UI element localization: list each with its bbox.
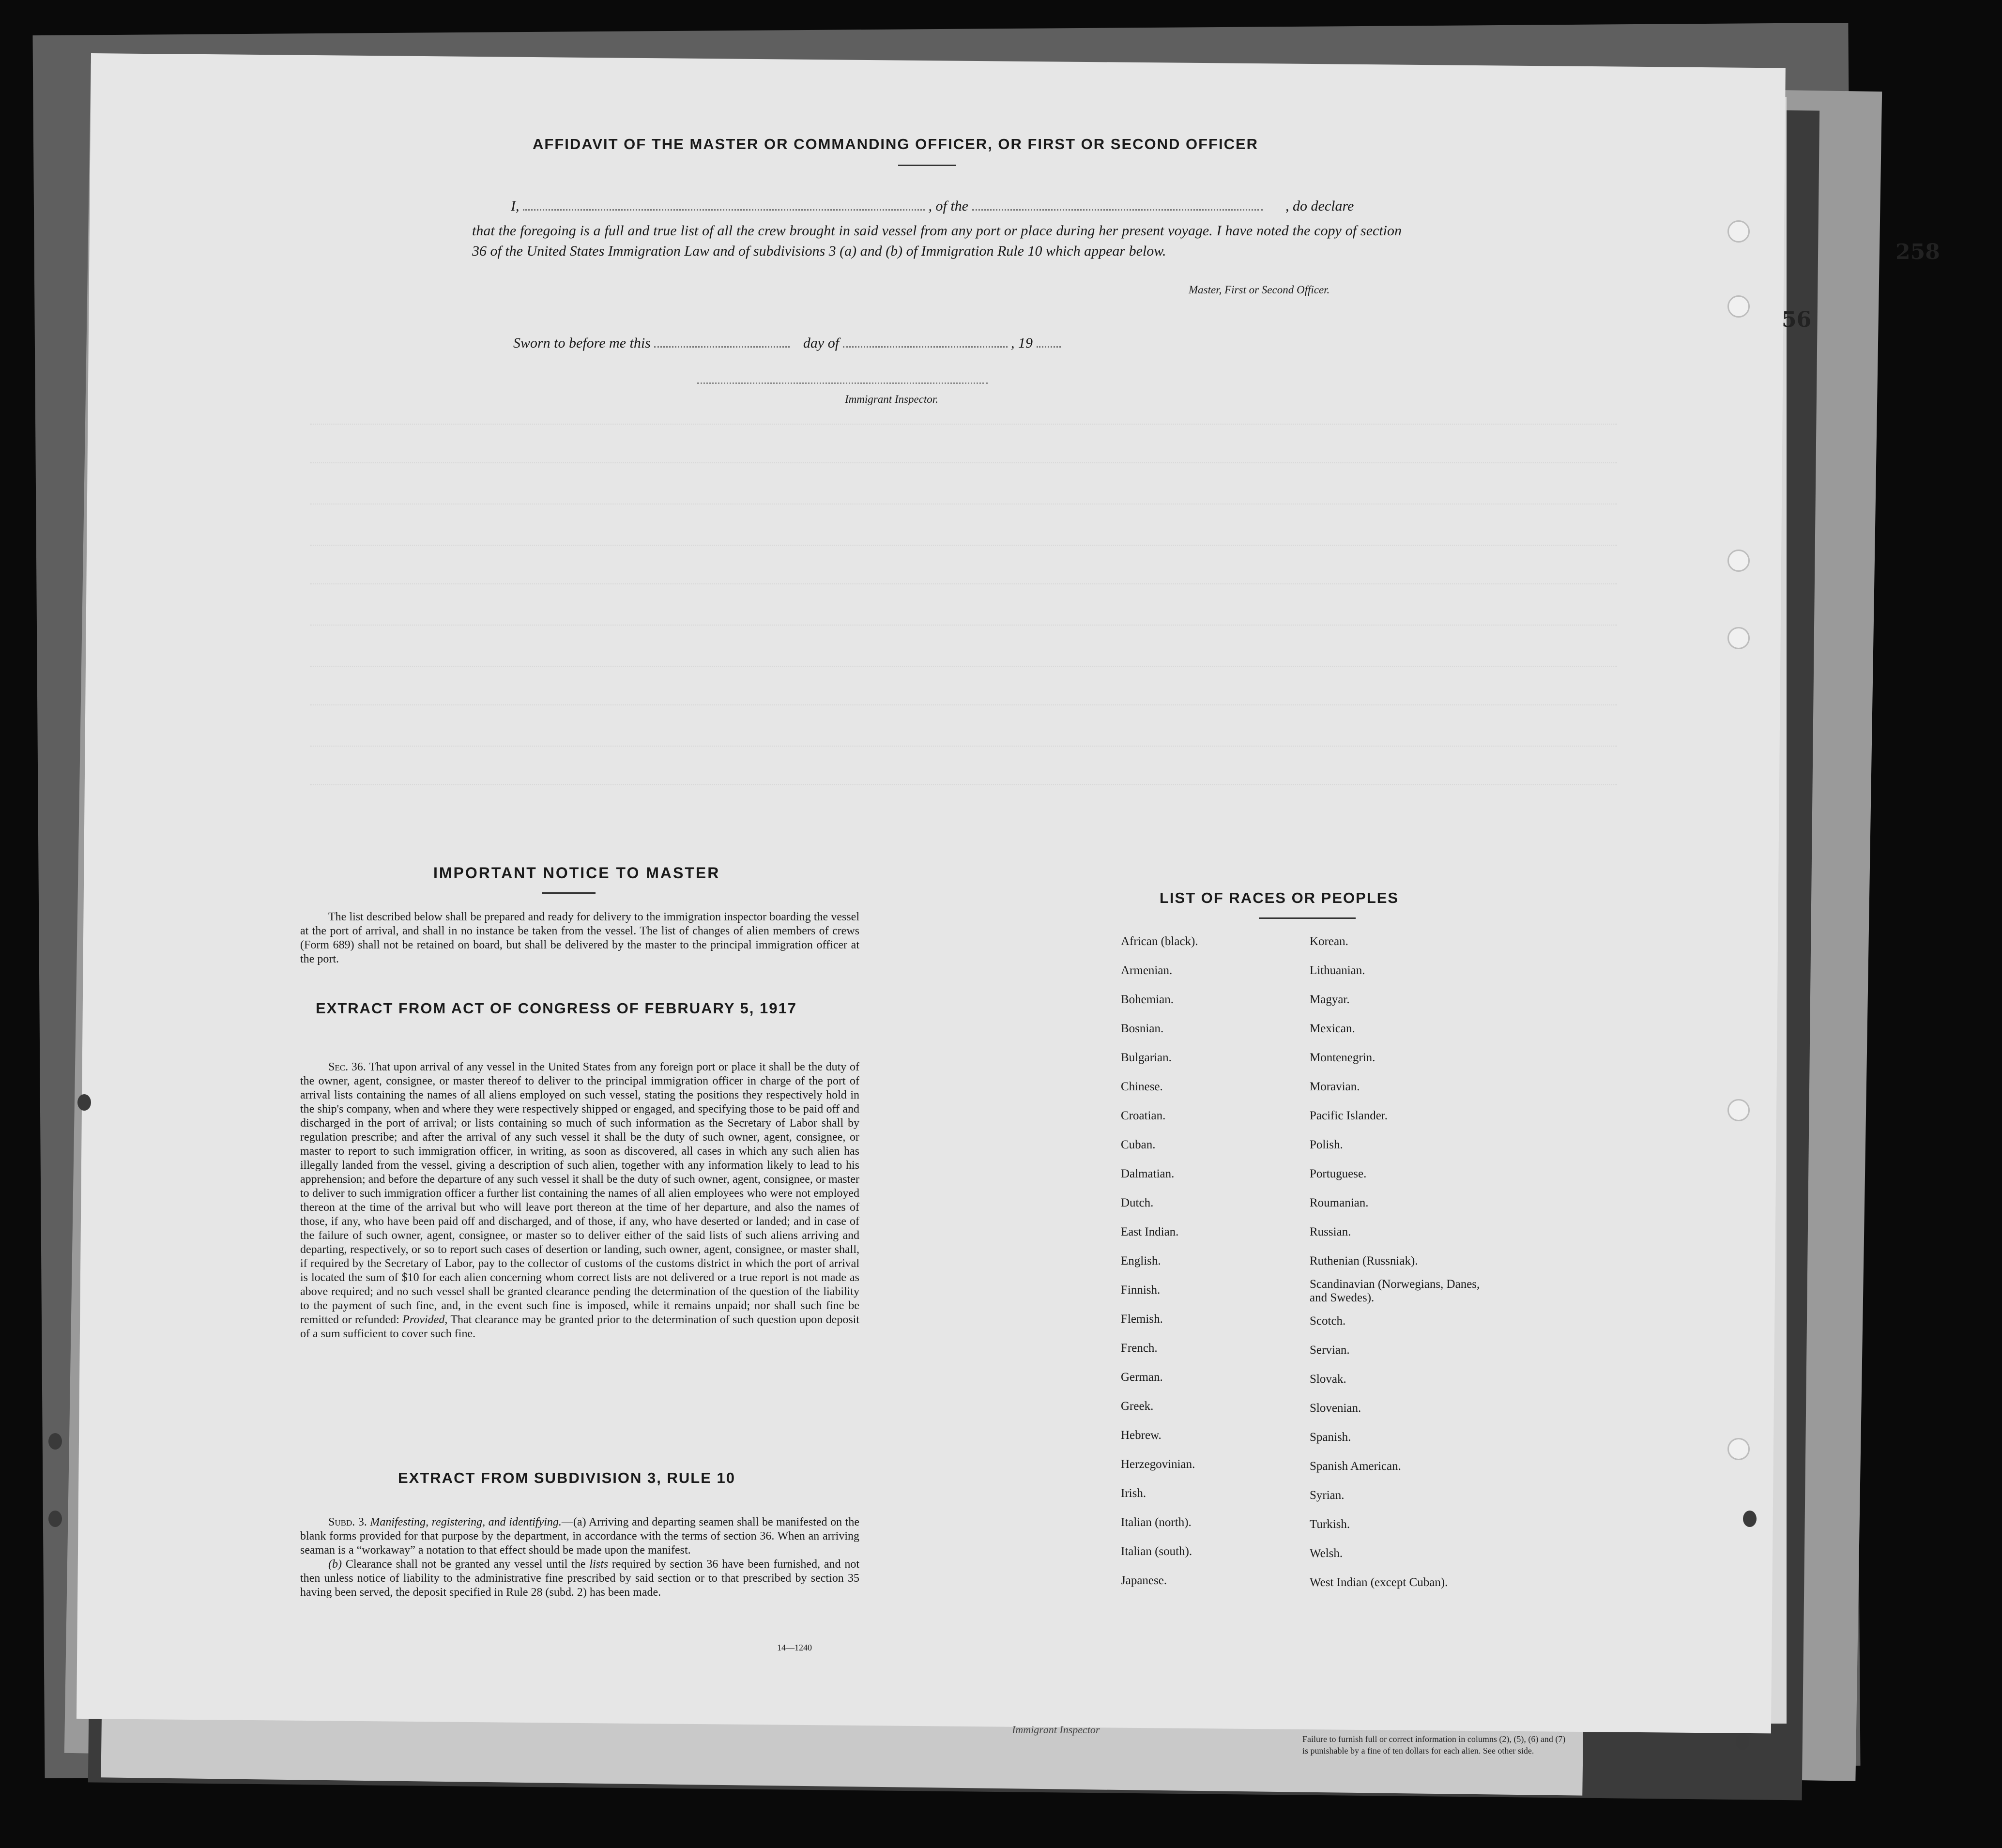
races-right-column: [1310, 927, 1494, 1597]
race-item: West Indian (except Cuban).: [1310, 1576, 1448, 1589]
notice-title: IMPORTANT NOTICE TO MASTER: [433, 864, 720, 882]
part-b-label: (b): [328, 1558, 342, 1571]
race-item: Russian.: [1310, 1225, 1351, 1238]
race-item: Scotch.: [1310, 1314, 1346, 1328]
race-item: Bohemian.: [1121, 993, 1174, 1006]
title-rule: [1259, 917, 1356, 919]
race-item: Pacific Islander.: [1310, 1109, 1388, 1122]
race-item: German.: [1121, 1371, 1163, 1384]
race-item: Japanese.: [1121, 1574, 1167, 1587]
sworn-day-text: day of: [803, 335, 840, 351]
subdivision-label: Subd. 3.: [328, 1516, 367, 1528]
part-b-text-2: required by section 36 have been furnished, and not then unless notice of liability to the administrative fine prescribed by said section or to that prescribed by section 35 having been served, the deposit specified in Rule 28 (subd. 2) has been made.: [300, 1558, 860, 1599]
part-a-text: Arriving and departing seamen shall be manifested on the blank forms provided for that purpose by the department, in accordance with the terms of section 36. When an arriving seaman is a “workaway” a notation to that effect should be made upon the manifest.: [300, 1516, 859, 1557]
race-item: Portuguese.: [1310, 1167, 1367, 1180]
name-blank: [523, 209, 925, 211]
race-item: Greek.: [1121, 1400, 1154, 1413]
sworn-year-blank: [1037, 346, 1061, 348]
sworn-text: Sworn to before me this: [513, 335, 651, 351]
title-rule: [542, 892, 596, 894]
race-item: Dutch.: [1121, 1196, 1154, 1209]
race-item: Mexican.: [1310, 1022, 1355, 1035]
sworn-year-text: , 19: [1011, 335, 1033, 351]
race-item: Hebrew.: [1121, 1429, 1161, 1442]
underlying-inspector-label: Immigrant Inspector: [1012, 1724, 1100, 1736]
notice-text: The list described below shall be prepared and ready for delivery to the immigration inspector boarding the vessel at the port of arrival, and shall in no instance be taken from the vessel. The list of changes of alien members of crews (Form 689) shall not be retained on board, but shall be delivered by the master to the principal immigration officer at the port.: [300, 911, 859, 965]
race-item: Syrian.: [1310, 1489, 1345, 1502]
race-item: Dalmatian.: [1121, 1167, 1175, 1180]
vessel-blank: [972, 209, 1263, 211]
provided-word: Provided,: [402, 1313, 448, 1326]
race-item: Turkish.: [1310, 1518, 1350, 1531]
race-item: Spanish.: [1310, 1431, 1351, 1444]
part-b-lists: lists: [589, 1558, 609, 1571]
race-item: Roumanian.: [1310, 1196, 1369, 1209]
race-item: Slovenian.: [1310, 1402, 1361, 1415]
race-item: Bosnian.: [1121, 1022, 1164, 1035]
affidavit-body: that the foregoing is a full and true list of all the crew brought in said vessel from any port or place during her present voyage. I have noted the copy of section 36 of the United States Immigration Law and of subdivisions 3 (a) and (b) of Immigration Rule 10 which appear below.: [472, 223, 1402, 259]
race-item: Ruthenian (Russniak).: [1310, 1254, 1418, 1268]
immigrant-inspector-label: Immigrant Inspector.: [845, 393, 938, 405]
section-36-body: That upon arrival of any vessel in the United States from any foreign port or place it shall be the duty of the owner, agent, consignee, or master thereof to deliver to the principal immigration officer in charge of the port of arrival lists containing the names of all aliens employed on such vessel, stating the positions they respectively hold in the ship's company, when and where they were respectively shipped or engaged, and specifying those to be paid off and discharged in the port of arrival; or lists containing so much of such information as the Secretary of Labor shall by regulation prescribe; and after the arrival of any such vessel it shall be the duty of such owner, agent, consignee, or master to report to such immigration officer, in writing, as soon as discovered, all cases in which any such alien has illegally landed from the vessel, giving a description of such alien, together with any information likely to lead to his apprehension; and before the departure of any such vessel it shall be the duty of such owner, agent, consignee, or master to deliver to such immigration officer a further list containing the names of all alien employees who were not employed thereon at the time of the arrival but who will leave port thereon at the time of her departure, and also the names of those, if any, who have been paid off and discharged, and of those, if any, who have deserted or landed; and in case of the failure of such owner, agent, consignee, or master so to deliver either of the said lists of such aliens arriving and departing, respectively, or so to report such cases of desertion or landing, such owner, agent, consignee, or master shall, if required by the Secretary of Labor, pay to the collector of customs of the customs district in which the port of arrival is located the sum of $10 for each alien concerning whom correct lists are not delivered or a true report is not made as above required; and no such vessel shall be granted clearance pending the determination of the question of the liability to the payment of such fine, and, in the event such fine is imposed, while it remains unpaid; nor shall such fine be remitted or refunded:: [300, 1061, 859, 1326]
race-item: Bulgarian.: [1121, 1051, 1172, 1064]
races-title: LIST OF RACES OR PEOPLES: [1160, 889, 1399, 906]
race-item: Italian (south).: [1121, 1545, 1192, 1558]
race-item: Polish.: [1310, 1138, 1343, 1151]
sworn-month-blank: [843, 346, 1008, 348]
race-item: Herzegovinian.: [1121, 1458, 1195, 1471]
declarant-prefix: I,: [511, 198, 520, 214]
master-signature-label: Master, First or Second Officer.: [1189, 284, 1330, 296]
fine-notice: [1302, 1733, 1738, 1756]
page-number-stamp: 56: [1782, 307, 1812, 332]
vessel-prefix: , of the: [928, 198, 968, 214]
race-item: Magyar.: [1310, 993, 1350, 1006]
race-item: Lithuanian.: [1310, 964, 1365, 977]
part-a-label: —(a): [561, 1516, 586, 1528]
form-number: 14—1240: [777, 1643, 812, 1652]
rule-10-text: [300, 1515, 859, 1600]
sworn-date-blank: [654, 346, 790, 348]
inspector-signature-line: [697, 382, 988, 384]
affidavit-title: AFFIDAVIT OF THE MASTER OR COMMANDING OFFICER, OR FIRST OR SECOND OFFICER: [533, 136, 1259, 153]
race-item: Croatian.: [1121, 1109, 1166, 1122]
sworn-line: [513, 333, 1191, 353]
race-item: Armenian.: [1121, 964, 1173, 977]
races-left-column: [1121, 927, 1198, 1595]
affidavit-first-line: [472, 196, 1402, 216]
race-item: French.: [1121, 1342, 1158, 1355]
race-item: Cuban.: [1121, 1138, 1156, 1151]
race-item: Scandinavian (Norwegians, Danes, and Swedes).: [1310, 1278, 1480, 1304]
race-item: Chinese.: [1121, 1080, 1163, 1093]
race-item: East Indian.: [1121, 1225, 1179, 1238]
section-36-end: That clearance may be granted prior to the determination of such question upon deposit of a sum sufficient to cover such fine.: [300, 1313, 860, 1340]
race-item: Finnish.: [1121, 1283, 1161, 1297]
fine-notice-line: Failure to furnish full or correct information in columns (2), (5), (6) and (7): [1302, 1734, 1566, 1744]
fine-notice-line: is punishable by a fine of ten dollars for each alien. See other side.: [1302, 1746, 1534, 1756]
race-item: English.: [1121, 1254, 1161, 1268]
declare-text: , do declare: [1285, 198, 1354, 214]
race-item: Welsh.: [1310, 1547, 1343, 1560]
race-item: Irish.: [1121, 1487, 1146, 1500]
race-item: Spanish American.: [1310, 1460, 1401, 1473]
race-item: Moravian.: [1310, 1080, 1360, 1093]
race-item: Montenegrin.: [1310, 1051, 1375, 1064]
race-item: African (black).: [1121, 935, 1198, 948]
part-b-text-1: Clearance shall not be granted any vessel until the: [345, 1558, 586, 1571]
act-extract-title: EXTRACT FROM ACT OF CONGRESS OF FEBRUARY 5, 1917: [316, 1000, 797, 1017]
title-rule: [898, 165, 956, 166]
race-item: Korean.: [1310, 935, 1348, 948]
race-item: Slovak.: [1310, 1373, 1346, 1386]
section-36-text: [300, 1060, 859, 1341]
rule-extract-title: EXTRACT FROM SUBDIVISION 3, RULE 10: [398, 1469, 735, 1486]
race-item: Italian (north).: [1121, 1516, 1192, 1529]
subdivision-heading: Manifesting, registering, and identifying.: [370, 1516, 562, 1528]
race-item: Flemish.: [1121, 1313, 1163, 1326]
race-item: Servian.: [1310, 1344, 1350, 1357]
page-number-stamp: 258: [1895, 240, 1940, 264]
section-label: Sec. 36.: [328, 1061, 366, 1073]
